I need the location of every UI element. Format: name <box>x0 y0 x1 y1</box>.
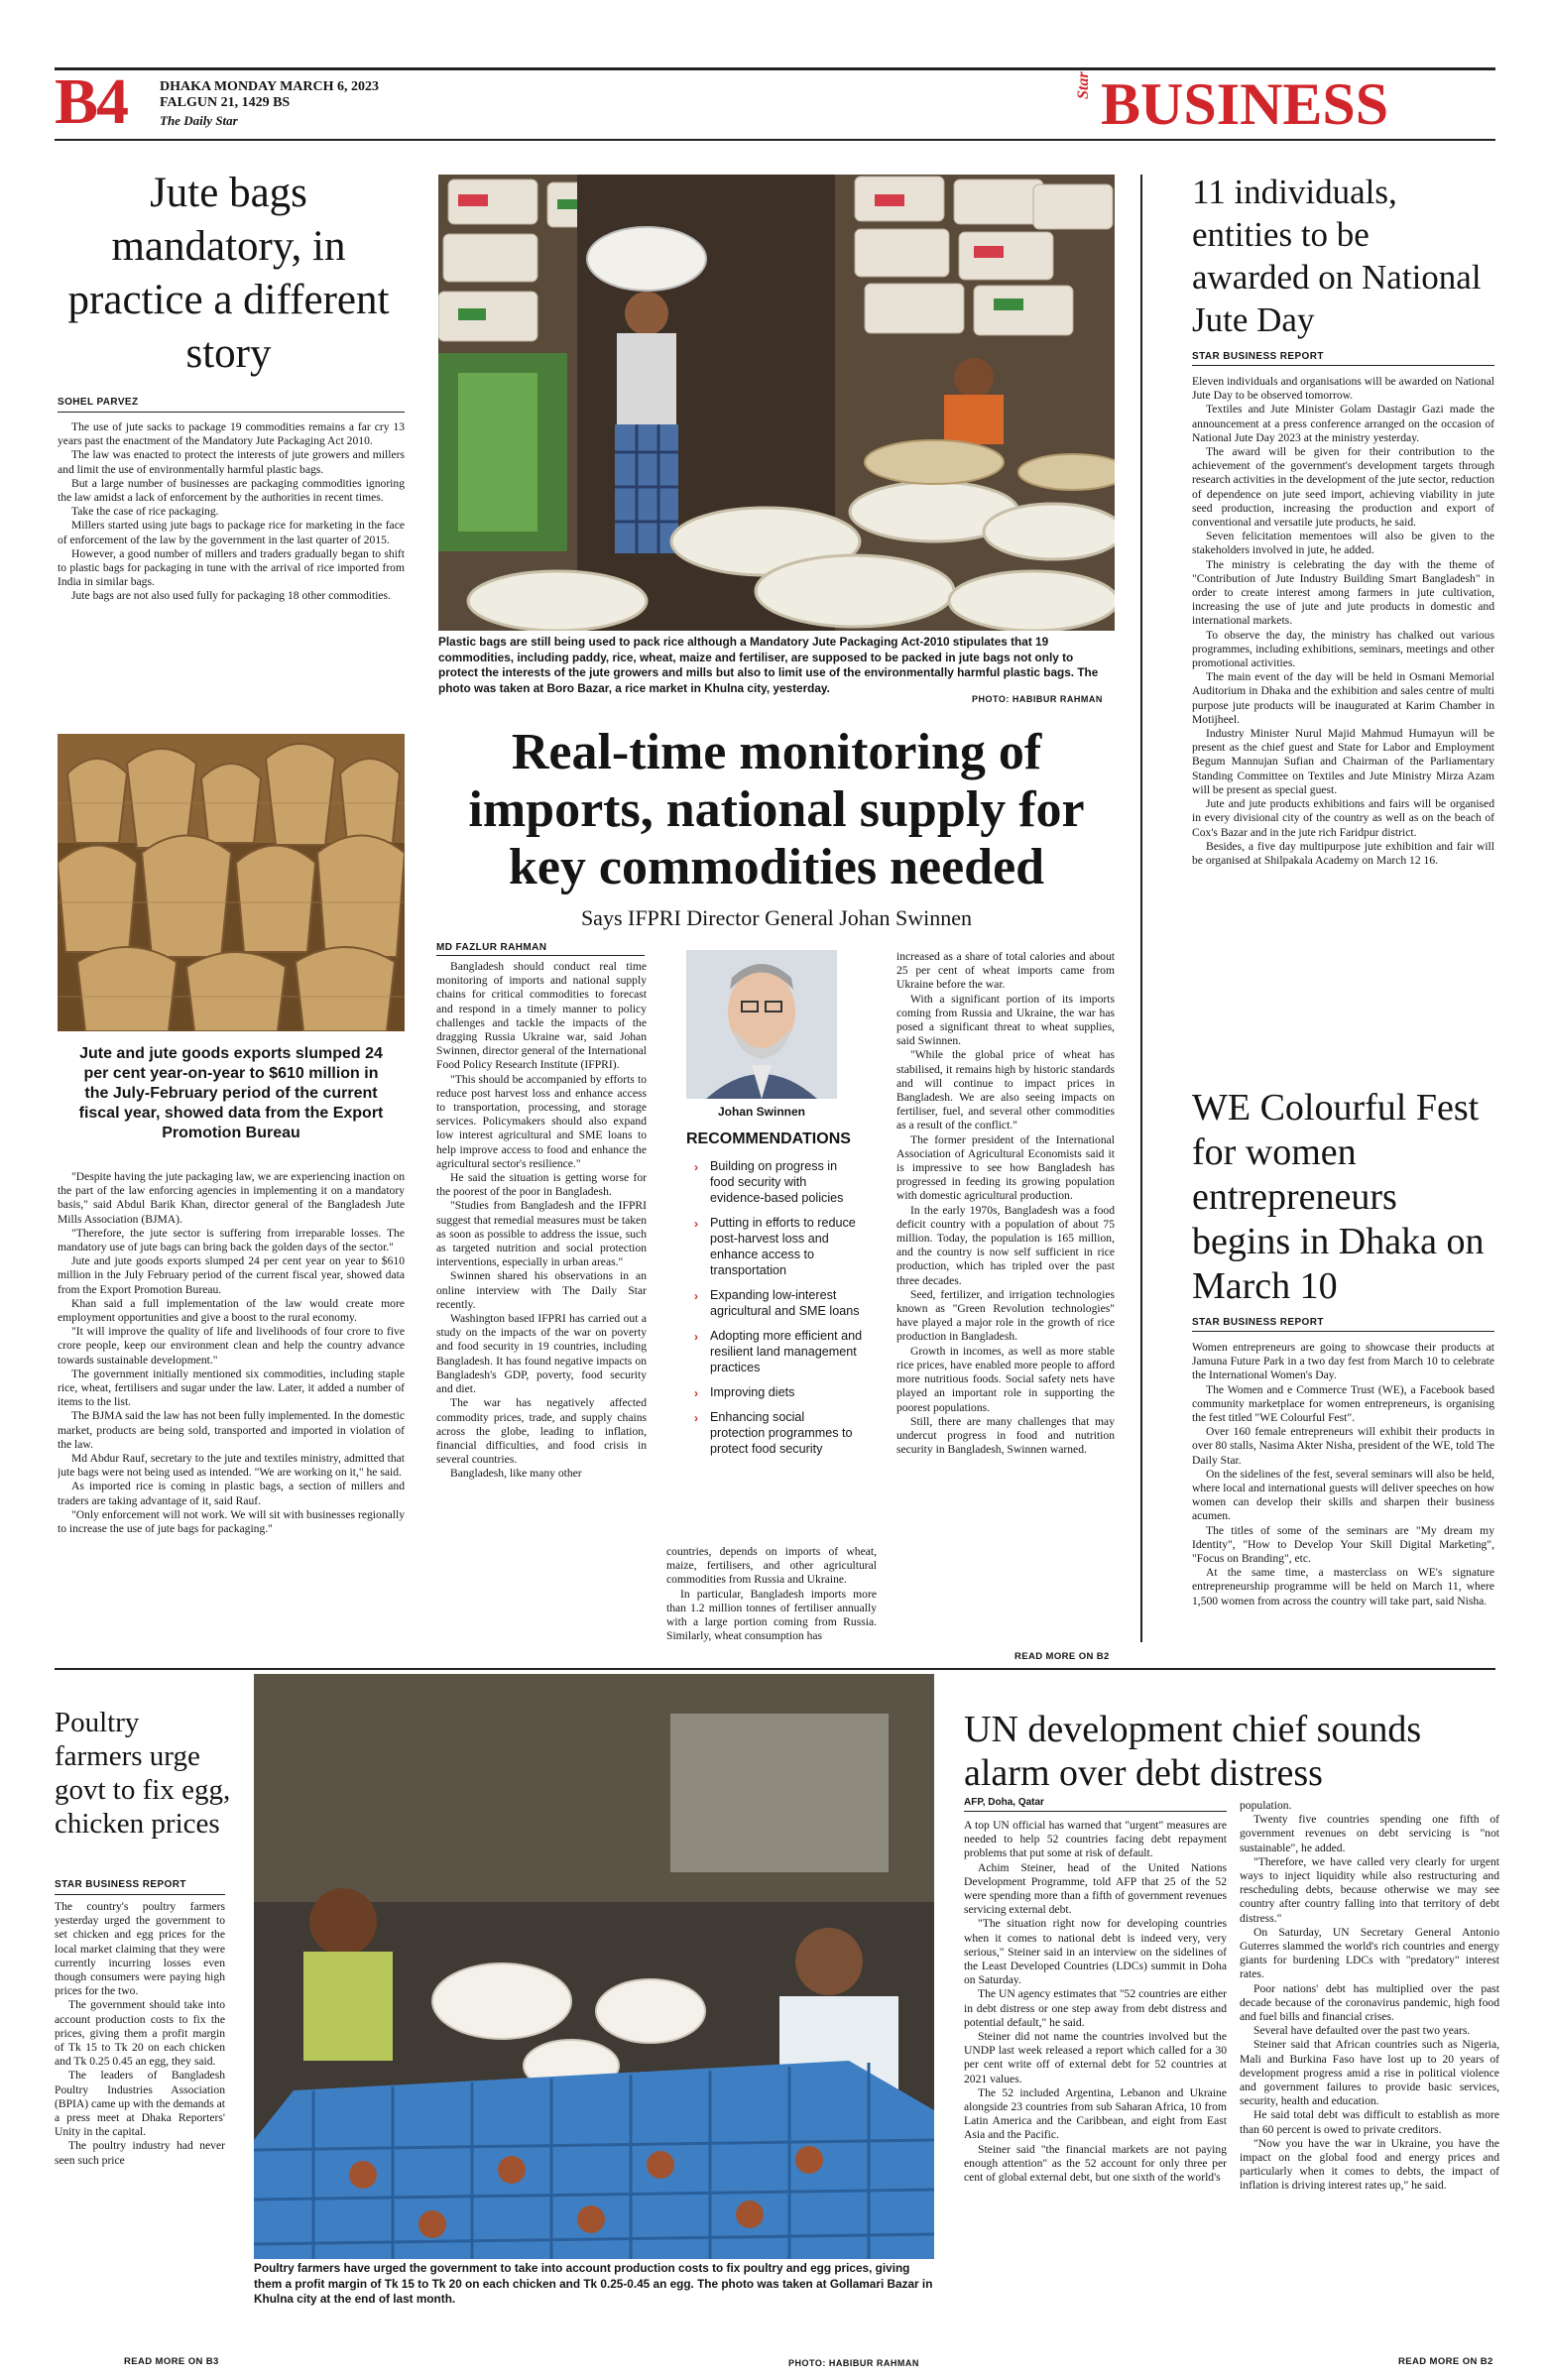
arrow-right-icon: › <box>694 1330 698 1344</box>
recommendations-title: RECOMMENDATIONS <box>686 1130 851 1147</box>
paragraph: He said total debt was difficult to establish as more than 60 percent is owed to private creditors. <box>1240 2108 1499 2136</box>
paragraph: Jute bags are not also used fully for packaging 18 other commodities. <box>71 589 391 603</box>
paragraph: In particular, Bangladesh imports more than 1.2 million tonnes of fertiliser annually with a large portion coming from Russia. Similarly, wheat consumption has <box>666 1587 877 1643</box>
paragraph: "Now you have the war in Ukraine, you have the impact on the global food and energy prices and particularly when it comes to debts, the impact of inflation is driving interest rates up," he said. <box>1240 2136 1499 2193</box>
paragraph: Md Abdur Rauf, secretary to the jute and textiles ministry, admitted that jute bags were not being used as intended. "We are working on it," he said. <box>58 1452 405 1480</box>
paragraph: Bangladesh should conduct real time monitoring of imports and national supply chains for critical commodities to forecast and respond in a timely manner to policy challenges and tackle the impacts of the dragging Russia Ukraine war, said Johan Swinnen, director general of the International Food Policy Research Institute (IFPRI). <box>436 960 647 1072</box>
recommendation-text: Expanding low-interest agricultural and SME loans <box>710 1288 860 1318</box>
paragraph: "Therefore, the jute sector is suffering from irreparable losses. The mandatory use of jute bags can bring back the golden days of the sector." <box>58 1226 405 1254</box>
recommendations-list <box>694 1158 863 1457</box>
ifpri-byline: MD FAZLUR RAHMAN <box>436 942 547 953</box>
paragraph: The law was enacted to protect the interests of jute growers and millers and limit the use of environmentally harmful plastic bags. <box>58 448 405 476</box>
paragraph: Take the case of rice packaging. <box>71 505 219 519</box>
paragraph: Bangladesh, like many other <box>450 1467 582 1481</box>
paragraph: Jute and jute products exhibitions and fairs will be organised in every divisional city of the country as well as on the beach of Cox's Bazar and in the jute rich Faridpur district. <box>1192 797 1494 839</box>
recommendation-text: Putting in efforts to reduce post-harvest loss and enhance access to transportation <box>710 1216 856 1277</box>
recommendation-text: Building on progress in food security with evidence-based policies <box>710 1159 844 1205</box>
paragraph: Seed, fertilizer, and irrigation technologies known as "Green Revolution technologies" have played a major role in the growth of rice production in Bangladesh. <box>896 1287 1115 1344</box>
paragraph: However, a good number of millers and traders gradually began to shift to plastic bags for packaging in tune with the arrival of rice imported from India in similar bags. <box>58 546 405 589</box>
masthead-date: DHAKA MONDAY MARCH 6, 2023 <box>160 79 380 94</box>
rice-market-illustration <box>438 175 1115 631</box>
paragraph: Over 160 female entrepreneurs will exhibit their products in over 80 stalls, Nasima Akter Nisha, president of the WE, told The Daily Star. <box>1192 1425 1494 1467</box>
paragraph: The 52 included Argentina, Lebanon and Ukraine alongside 23 countries from sub Saharan Africa, 10 from Latin America and the Caribbean, and eight from East Asia and the Pacific. <box>964 2085 1227 2142</box>
list-item <box>694 1328 863 1375</box>
paragraph: The country's poultry farmers yesterday urged the government to set chicken and egg prices for the local market claiming that they were currently incurring losses even though consumers were paying high prices for the two. <box>55 1900 225 1998</box>
paragraph: "Studies from Bangladesh and the IFPRI suggest that remedial measures must be taken as soon as possible to address the issue, such as targeted nutrition and social protection interventions, especially in urban areas." <box>436 1199 647 1269</box>
masthead-bottom-rule <box>55 139 1495 141</box>
paragraph: "The situation right now for developing countries when it comes to national debt is indeed very, very serious," Steiner said in an interview on the sidelines of the Least Developed Countries (LDCs) summit in Doha on Saturday. <box>964 1917 1227 1987</box>
paragraph: Industry Minister Nurul Majid Mahmud Humayun will be present as the chief guest and State for Labor and Employment Begum Mannujan Sufian and Chairman of the Parliamentary Standing Committee on Textiles and Jute Ministry Mirza Azam will be present as special guest. <box>1192 727 1494 796</box>
right-column-divider <box>1140 175 1142 1642</box>
paragraph: Millers started using jute bags to package rice for marketing in the face of enforcement of the law by the government in the last quarter of 2015. <box>58 519 405 546</box>
we-byline-rule <box>1192 1331 1494 1332</box>
ifpri-col-1 <box>436 960 647 1666</box>
rice-photo-credit: PHOTO: HABIBUR RAHMAN <box>972 694 1103 704</box>
poultry-read-more[interactable]: READ MORE ON B3 <box>124 2356 219 2367</box>
paragraph: "This should be accompanied by efforts to reduce post harvest loss and enhance access to transportation, processing, and storage services. Policymakers should also expand low interest agricultural and SME loans to help improve access to food and enhance the agricultural sector's resilience." <box>436 1072 647 1170</box>
poultry-market-illustration <box>254 1674 934 2259</box>
paragraph: At the same time, a masterclass on WE's signature entrepreneurship programme will be held on March 11, where 1,500 women from across the country will take part, said Nisha. <box>1192 1566 1494 1607</box>
ifpri-headline: Real-time monitoring of imports, national supply for key commodities needed <box>468 724 1085 895</box>
paragraph: Steiner said "the financial markets are not paying enough attention" as the 52 account for only three per cent of global external debt, but one sixth of the world's <box>964 2142 1227 2185</box>
paragraph: Eleven individuals and organisations will be awarded on National Jute Day to be observed tomorrow. <box>1192 375 1494 403</box>
page-number: B4 <box>55 65 128 138</box>
recommendations-panel <box>666 1127 865 1464</box>
jute-baskets-photo <box>58 734 405 1031</box>
paragraph: The main event of the day will be held in Osmani Memorial Auditorium in Dhaka and the exhibition and sales centre of multi purpose jute products will be inaugurated at Karim Chamber in Motijheel. <box>1192 670 1494 726</box>
jute-body-2 <box>58 1170 405 1636</box>
jute-byline-rule <box>58 412 405 413</box>
rice-photo-caption: Plastic bags are still being used to pack rice although a Mandatory Jute Packaging Act-2010 stipulates that 19 commodities, including paddy, rice, wheat, maize and fertiliser, are supposed to be packed in jute bags not only to protect the interests of the jute growers and mills but also to limit use of the environmentally harmful plastic bags. The photo was taken at Boro Bazar, a rice market in Khulna city, yesterday. <box>438 635 1099 695</box>
paragraph: He said the situation is getting worse for the poorest of the poor in Bangladesh. <box>436 1171 647 1199</box>
paragraph: To observe the day, the ministry has chalked out various programmes, including exhibitions, seminars, meetings and other promotional activities. <box>1192 628 1494 670</box>
poultry-byline: STAR BUSINESS REPORT <box>55 1879 186 1890</box>
jute-headline: Jute bags mandatory, in practice a different story <box>67 170 390 377</box>
paragraph: Steiner did not name the countries involved but the UNDP last week released a report which called for a 30 per cent write off of external debt for 52 countries at 2021 values. <box>964 2030 1227 2085</box>
paragraph: Swinnen shared his observations in an online interview with The Daily Star recently. <box>436 1269 647 1311</box>
list-item <box>694 1287 863 1319</box>
ifpri-read-more[interactable]: READ MORE ON B2 <box>1014 1651 1110 1662</box>
paragraph: With a significant portion of its imports coming from Russia and Ukraine, the war has posed a significant threat to wheat supplies, said Swinnen. <box>896 992 1115 1048</box>
paragraph: The ministry is celebrating the day with the theme of "Contribution of Jute Industry Building Smart Bangladesh" in order to create interest among farmers in jute cultivation, increasing the use of jute and jute products in domestic and international markets. <box>1192 557 1494 628</box>
arrow-right-icon: › <box>694 1217 698 1231</box>
recommendations-box <box>666 950 865 1515</box>
paragraph: Seven felicitation mementoes will also be given to the stakeholders involved in jute, he added. <box>1192 530 1494 557</box>
paragraph: Growth in incomes, as well as more stable rice prices, have enabled more people to afford more nutritious foods. Social safety nets have played an important role in supporting the poorest populations. <box>896 1344 1115 1414</box>
paragraph: "Despite having the jute packaging law, we are experiencing inaction on the part of the law enforcing agencies in implementing it on a mandatory basis," said Abdul Barik Khan, director general of the Bangladesh Jute Mills Association (BJMA). <box>58 1170 405 1226</box>
recommendation-text: Adopting more efficient and resilient land management practices <box>710 1329 863 1374</box>
un-headline: UN development chief sounds alarm over debt distress <box>964 1709 1422 1794</box>
paragraph: "Only enforcement will not work. We will sit with businesses regionally to increase the use of jute bags for packaging." <box>58 1507 405 1536</box>
paragraph: "Therefore, we have called very clearly for urgent ways to inject liquidity while also restructuring and rescheduling debts, because otherwise we may see country after country falling into that territory of debt distress." <box>1240 1854 1499 1925</box>
list-item <box>694 1158 863 1206</box>
paragraph: A top UN official has warned that "urgent" measures are needed to help 52 countries facing debt repayment problems that put some at risk of default. <box>964 1819 1227 1860</box>
arrow-right-icon: › <box>694 1160 698 1174</box>
paragraph: Twenty five countries spending one fifth of government revenues on debt servicing is "not sustainable", he added. <box>1240 1813 1499 1854</box>
recommendation-text: Improving diets <box>710 1385 795 1399</box>
rice-market-photo <box>438 175 1115 631</box>
poultry-headline: Poultry farmers urge govt to fix egg, chicken prices <box>55 1707 231 1840</box>
paragraph: The BJMA said the law has not been fully implemented. In the domestic market, products are being sold, transported and imported in violation of the law. <box>58 1409 405 1451</box>
paragraph: Jute and jute goods exports slumped 24 per cent year on year to $610 million in the July February period of the current fiscal year, showed data from the Export Promotion Bureau. <box>58 1254 405 1296</box>
un-col-1 <box>964 1819 1227 2374</box>
paragraph: The titles of some of the seminars are "My dream my Identity", "How to Develop Your Skill Digital Marketing", "Focus on Branding", etc. <box>1192 1523 1494 1566</box>
arrow-right-icon: › <box>694 1289 698 1303</box>
jute-byline: SOHEL PARVEZ <box>58 397 139 408</box>
jute-body-1 <box>58 420 405 718</box>
star-logo: Star <box>1075 71 1092 99</box>
paragraph: The former president of the International Association of Agricultural Economists said it is impressive to see how Bangladesh has progressed in feeding its growing population with domestic agricultural production. <box>896 1132 1115 1203</box>
paragraph: Poor nations' debt has multiplied over the past decade because of the coronavirus pandemic, high food and fuel bills and financial crises. <box>1240 1981 1499 2024</box>
masthead-date-bangla: FALGUN 21, 1429 BS <box>160 95 291 110</box>
paragraph: population. <box>1240 1799 1292 1812</box>
jute-baskets-illustration <box>58 734 405 1031</box>
jute-day-byline: STAR BUSINESS REPORT <box>1192 351 1324 362</box>
un-byline: AFP, Doha, Qatar <box>964 1797 1044 1808</box>
poultry-photo-credit: PHOTO: HABIBUR RAHMAN <box>788 2358 919 2368</box>
we-body <box>1192 1341 1494 1643</box>
paragraph: Washington based IFPRI has carried out a study on the impacts of the war on poverty and food security in 19 countries, including Bangladesh. It has found negative impacts on Bangladesh's GDP, poverty, food security and diet. <box>436 1312 647 1396</box>
list-item <box>694 1409 863 1457</box>
paragraph: Several have defaulted over the past two years. <box>1253 2024 1471 2038</box>
jute-day-body <box>1192 375 1494 1074</box>
poultry-body <box>55 1900 225 2346</box>
paragraph: Still, there are many challenges that may undercut progress in food and nutrition security in Bangladesh, Swinnen warned. <box>896 1414 1115 1457</box>
paragraph: The use of jute sacks to package 19 commodities remains a far cry 13 years past the enactment of the Mandatory Jute Packaging Act 2010. <box>58 420 405 448</box>
paragraph: As imported rice is coming in plastic bags, a section of millers and traders are taking advantage of it, said Rauf. <box>58 1480 405 1507</box>
paragraph: Achim Steiner, head of the United Nations Development Programme, told AFP that 25 of the 52 were spending more than a fifth of government revenues servicing external debt. <box>964 1860 1227 1917</box>
paragraph: The UN agency estimates that "52 countries are either in debt distress or one step away from debt distress and potential default," he said. <box>964 1987 1227 2029</box>
paragraph: countries, depends on imports of wheat, maize, fertilisers, and other agricultural commodities from Russia and Ukraine. <box>666 1545 877 1587</box>
we-headline: WE Colourful Fest for women entrepreneurs begins in Dhaka on March 10 <box>1192 1087 1485 1307</box>
paragraph: The Women and e Commerce Trust (WE), a Facebook based community marketplace for women entrepreneurs, is organising the fest titled "WE Colourful Fest". <box>1192 1382 1494 1425</box>
paragraph: The government should take into account production costs to fix the prices, giving them a profit margin of Tk 15 to Tk 20 on each chicken and Tk 0.25 0.45 an egg, they said. <box>55 1998 225 2069</box>
list-item <box>694 1384 863 1400</box>
un-read-more[interactable]: READ MORE ON B2 <box>1398 2356 1493 2367</box>
paragraph: Steiner said that African countries such as Nigeria, Mali and Burkina Faso have lost up to 20 years of development progress amid a rise in political violence and government failures to provide basic services, security, health and education. <box>1240 2038 1499 2108</box>
portrait-name: Johan Swinnen <box>717 1105 805 1119</box>
ifpri-subhead: Says IFPRI Director General Johan Swinnen <box>580 905 973 930</box>
ifpri-col-3 <box>896 950 1115 1644</box>
section-title: BUSINESS <box>1101 71 1389 137</box>
poultry-photo-caption: Poultry farmers have urged the government to take into account production costs to fix poultry and egg prices, giving them a profit margin of Tk 15 to Tk 20 on each chicken and Tk 0.25-0.45 an egg. The photo was taken at Gollamari Bazar in Khulna city at the end of last month. <box>254 2261 933 2306</box>
we-byline: STAR BUSINESS REPORT <box>1192 1317 1324 1328</box>
poultry-photo <box>254 1674 934 2259</box>
paragraph: The leaders of Bangladesh Poultry Industries Association (BPIA) came up with the demands at a press meet at Dhaka Reporters' Unity in the capital. <box>55 2069 225 2139</box>
list-item <box>694 1215 863 1278</box>
portrait-photo <box>686 950 837 1099</box>
paragraph: increased as a share of total calories and about 25 per cent of wheat imports came from Ukraine before the war. <box>896 950 1115 992</box>
un-col-2 <box>1240 1799 1499 2349</box>
masthead-top-rule <box>55 67 1495 70</box>
ifpri-byline-rule <box>436 955 645 956</box>
paragraph: The government initially mentioned six commodities, including staple rice, wheat, fertilisers and sugar under the law. Later, it added a number of items to the list. <box>58 1367 405 1409</box>
recommendation-text: Enhancing social protection programmes to protect food security <box>710 1410 853 1456</box>
arrow-right-icon: › <box>694 1386 698 1400</box>
paragraph: "While the global price of wheat has stabilised, it remains high by historic standards and will continue to impact prices in Bangladesh. We are also seeing impacts on fertiliser, fuel, and several other commodities as a result of the conflict." <box>896 1048 1115 1132</box>
paragraph: But a large number of businesses are packaging commodities ignoring the law amidst a lack of enforcement by the authorities in recent times. <box>58 476 405 505</box>
paper-name-logo: The Daily Star <box>160 113 238 128</box>
paragraph: Textiles and Jute Minister Golam Dastagir Gazi made the announcement at a press conference arranged on the occasion of National Jute Day 2023 at the ministry yesterday. <box>1192 403 1494 444</box>
un-byline-rule <box>964 1811 1227 1812</box>
paragraph: Khan said a full implementation of the law would create more employment opportunities and give a boost to the rural economy. <box>58 1296 405 1325</box>
paragraph: The poultry industry had never seen such price <box>55 2139 225 2167</box>
portrait-illustration <box>686 950 837 1099</box>
paragraph: On Saturday, UN Secretary General Antonio Guterres slammed the world's rich countries and energy giants for burdening LDCs with "predatory" interest rates. <box>1240 1925 1499 1981</box>
paragraph: The war has negatively affected commodity prices, trade, and supply chains across the globe, leading to inflation, financial difficulties, and food crisis in several countries. <box>436 1396 647 1467</box>
jute-day-headline: 11 individuals, entities to be awarded on National Jute Day <box>1192 173 1482 339</box>
ifpri-col-2 <box>666 1545 877 1669</box>
bottom-section-rule <box>55 1668 1495 1670</box>
jute-photo-caption: Jute and jute goods exports slumped 24 per cent year-on-year to $610 million in the July-February period of the current fiscal year, showed data from the Export Promotion Bureau <box>78 1045 384 1141</box>
masthead <box>0 0 1550 175</box>
paragraph: In the early 1970s, Bangladesh was a food deficit country with a population of about 75 million. Today, the population is 165 million, and the country is now self sufficient in rice production, which has tripled over the past three decades. <box>896 1203 1115 1287</box>
arrow-right-icon: › <box>694 1411 698 1425</box>
paragraph: The award will be given for their contribution to the achievement of the government's development targets through research activities in the development of the jute sector, reduction of dependence on jute seed import, achieving viability in jute seed production, increasing the production and export of conventional and versatile jute products, he said. <box>1192 445 1494 530</box>
paragraph: Besides, a five day multipurpose jute exhibition and fair will be organised at Shilpakala Academy on March 12 16. <box>1192 839 1494 867</box>
paragraph: On the sidelines of the fest, several seminars will also be held, where local and international guests will deliver speeches on how women can develop their skills and sharpen their business acumen. <box>1192 1467 1494 1523</box>
paragraph: "It will improve the quality of life and livelihoods of four crore to five crore people, keep our environment clean and help the country advance towards sustainable development." <box>58 1325 405 1367</box>
jute-day-byline-rule <box>1192 365 1494 366</box>
paragraph: Women entrepreneurs are going to showcase their products at Jamuna Future Park in a two day fest from March 10 to celebrate the International Women's Day. <box>1192 1341 1494 1382</box>
poultry-byline-rule <box>55 1894 225 1895</box>
